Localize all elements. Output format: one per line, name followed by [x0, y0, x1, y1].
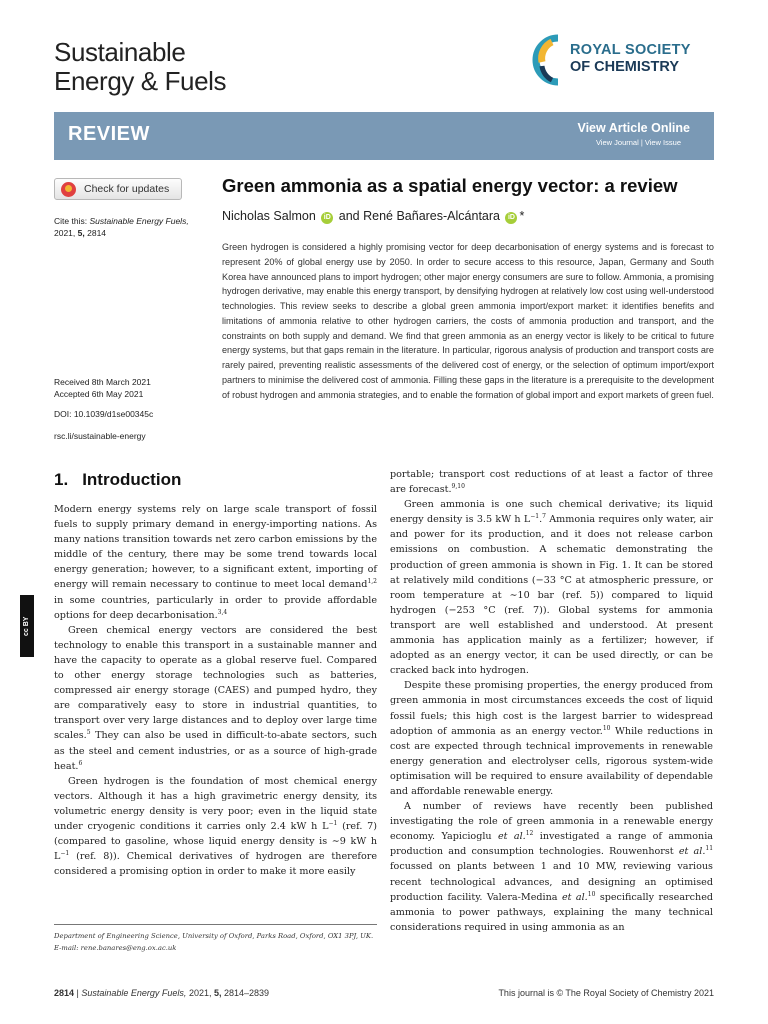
body-right-column [390, 467, 713, 935]
article-title: Green ammonia as a spatial energy vector: a review [222, 175, 678, 196]
citation-block [54, 216, 189, 239]
superscript: −1 [530, 513, 540, 521]
cite-pages: 2814 [87, 227, 107, 238]
paragraph-text: focussed on plants between 1 and 10 MW, reviewing various recent technological advances, and designing an optimised production facility. Valera-Medina [390, 861, 713, 903]
journal-title [54, 38, 226, 96]
paragraph [54, 623, 377, 774]
reference-marker[interactable]: 10 [587, 890, 596, 898]
check-for-updates-label: Check for updates [84, 183, 170, 195]
orcid-icon[interactable]: iD [321, 212, 333, 224]
cite-volume: 5, [77, 227, 85, 238]
cite-label: Cite this: [54, 216, 88, 226]
superscript: −1 [328, 819, 338, 827]
doi[interactable]: DOI: 10.1039/d1se00345c [54, 409, 154, 419]
footer-year: 2021, [186, 988, 214, 998]
reference-marker[interactable]: 12 [525, 830, 534, 838]
paragraph: Green ammonia is one such chemical derivative; its liquid energy density is 3.5 kW h $L^{-1}.^7$ Ammonia requires only water, air and power for its production, and it does not release carbon emissions on combustion. A schematic demonstrating the production of green ammonia is shown in Fig. 1. It can be stored at relatively mild conditions (−33 °C at atmospheric pressure, or room temperature at ∼10 bar (ref. 5)) compared to liquid hydrogen (−253 °C (ref. 7)). Global systems for ammonia transport are well established and understood. At present ammonia has application mainly as a fertilizer; however, if adopted as an energy vector, it can be used directly, or can be cracked back into hydrogen. [390, 499, 713, 677]
paragraph-text: (ref. 7) (compared to gasoline, whose liquid energy density is ∼9 kW h L [54, 820, 377, 863]
cc-by-license-icon[interactable]: cc BY [20, 595, 34, 657]
reference-marker[interactable]: 1,2 [367, 578, 377, 586]
reference-marker[interactable]: 5 [86, 729, 91, 737]
publisher-name [570, 42, 691, 76]
reference-marker[interactable]: 9,10 [451, 482, 465, 490]
journal-title-line1: Sustainable [54, 37, 186, 67]
paragraph-text: Modern energy systems rely on large scale transport of fossil fuels to supply primary demand in energy-importing nations. As many nations transition towards net zero carbon emissions by the middle of the century, there may be some trend towards local energy generation; however, to a significant extent, importing of energy will remain necessary to continue to meet local demand [54, 504, 377, 591]
et-al: et al. [678, 846, 706, 858]
section-title: Introduction [82, 470, 182, 489]
corresponding-author-mark: * [519, 209, 525, 223]
crossmark-icon [61, 182, 76, 197]
view-article-online-link[interactable]: View Article Online [577, 121, 690, 135]
footer-volume: 5, [213, 988, 222, 998]
section-number: 1. [54, 470, 69, 489]
journal-url[interactable]: rsc.li/sustainable-energy [54, 431, 146, 441]
body-left-column [54, 502, 377, 879]
paragraph-text: Green chemical energy vectors are considered the best technology to enable this transport in a sustainable manner and have the capacity to operate as a global reserve fuel. Compared to other energy storage technologies such as batteries, compressed air energy storage (CAES) and pumped hydro, they are comparatively easy to store in industrial quantities, to transport over very large distances and to deploy over large time scales. [54, 624, 377, 742]
affiliation-footnote: Department of Engineering Science, University of Oxford, Parks Road, Oxford, OX1 3PJ, UK. E-mail: rene.banares@eng.ox.ac.uk [54, 932, 374, 952]
page-number: 2814 [54, 988, 75, 998]
reference-marker[interactable]: 10 [602, 724, 611, 732]
author-list [222, 209, 524, 224]
author-name[interactable]: and René Bañares-Alcántara [338, 209, 500, 223]
abstract: Green hydrogen is considered a highly promising vector for deep decarbonisation of energy systems and is forecast to represent 20% of global energy use by 2050. In order to secure access to this resource, Japan, Germany and South Korea have announced plans to import hydrogen; other major energy consumers are sure to follow. Ammonia, a promising hydrogen derivative, may enable this energy transport, by densifying hydrogen at relatively low cost using well-understood technologies. This review seeks to describe a global green ammonia import/export market: it identifies benefits and limitations of ammonia relative to other hydrogen carriers, the costs of ammonia production and transport, and the constraints on both supply and demand. We find that green ammonia as an energy vector is likely to be critical to future energy systems, but that gaps remain in the literature. In particular, rigorous analysis of production and transport costs are rarely paired, preventing realistic assessments of the delivered cost of energy, or the selection of optimum import/export partners to minimise the delivered cost of ammonia. Filling these gaps in the literature is a prerequisite to the development of robust hydrogen and ammonia strategies, and to enable the formation of global import and export markets of green fuel. [222, 242, 714, 400]
footer-separator: | [74, 988, 82, 998]
paragraph-text: Green ammonia is one such chemical derivative; its liquid energy density is 3.5 kW h L [390, 499, 713, 526]
paragraph [390, 678, 713, 799]
paragraph-text: Ammonia requires only water, air and power for its production, and it does not release carbon emissions on combustion. A schematic demonstrating the production of green ammonia is shown in Fig. 1. It can be stored at relatively mild conditions (−33 °C at atmospheric pressure, or room temperature at ∼10 bar (ref. 5)) compared to liquid hydrogen (−253 °C (ref. 7)). Global systems for ammonia transport are well established and understood. At present ammonia has application mainly as a fertilizer; however, if adopted as an energy vector, it can be used directly, or can be cracked back into hydrogen. [390, 514, 713, 677]
paragraph-text: specifically researched ammonia to power pathways, explaining the many technical considerations required in using ammonia as an [390, 891, 714, 933]
received-date: Received 8th March 2021 [54, 377, 151, 387]
et-al: et al. [561, 891, 588, 903]
cite-journal: Sustainable Energy Fuels, [89, 216, 189, 226]
paragraph-text: While reductions in cost are expected through technical improvements in renewable energy generation and electrolyser cells, rigorous system-wide optimisation will be required to ensure availability of dependable and affordable renewable energy. [390, 725, 713, 797]
article-type-label: REVIEW [68, 123, 150, 145]
footer-page-range: 2814–2839 [221, 988, 270, 998]
reference-marker[interactable]: 3,4 [217, 608, 228, 616]
footer-journal: Sustainable Energy Fuels, [81, 988, 187, 998]
paragraph [54, 774, 377, 880]
section-heading [54, 470, 181, 490]
author-name[interactable]: Nicholas Salmon [222, 209, 316, 223]
paragraph-text: portable; transport cost reductions of at least a factor of three are forecast. [390, 469, 713, 496]
journal-title-line2: Energy & Fuels [54, 66, 227, 96]
publisher-line1: ROYAL SOCIETY [570, 42, 691, 58]
et-al: et al. [497, 831, 526, 843]
publisher-line2: OF CHEMISTRY [570, 59, 680, 75]
orcid-icon[interactable]: iD [505, 212, 517, 224]
reference-marker[interactable]: 6 [78, 759, 83, 767]
paragraph-text: A number of reviews have recently been published investigating the role of green ammonia in a renewable energy economy. Yapicioglu [390, 801, 713, 843]
accepted-date: Accepted 6th May 2021 [54, 388, 144, 399]
check-for-updates-button[interactable] [54, 178, 182, 200]
reference-marker[interactable]: 11 [705, 845, 714, 853]
page-footer-right: This journal is © The Royal Society of Chemistry 2021 [498, 988, 714, 998]
paragraph-text: Despite these promising properties, the energy produced from green ammonia in most circumstances exceeds the cost of liquid fossil fuels; this high cost is the largest barrier to widespread adoption of ammonia as an energy vector. [390, 680, 713, 737]
paragraph [54, 502, 377, 623]
view-journal-issue-links[interactable]: View Journal | View Issue [595, 138, 681, 147]
paragraph-text: investigated a range of ammonia production and consumption technologies. Rouwenhorst [390, 831, 714, 858]
paragraph [390, 799, 713, 935]
paragraph-text: Green hydrogen is the foundation of most chemical energy vectors. Although it has a high gravimetric energy density, its volumetric energy density is very poor; even in the liquid state under cryogenic conditions it carries only 2.4 kW h L [54, 775, 377, 832]
footnote-divider [54, 924, 377, 925]
superscript: −1 [60, 849, 70, 857]
paragraph-text: in some countries, particularly in order to provide affordable options for deep decarbonisation. [54, 594, 377, 621]
dates-block [54, 377, 151, 400]
paragraph-text: (ref. 8)). Chemical derivatives of hydrogen are therefore considered a promising option in order to make it more easily [54, 851, 377, 878]
reference-marker[interactable]: 7 [542, 513, 546, 521]
paragraph-text: They can also be used in difficult-to-abate sectors, such as the steel and cement industries, or as a source of high-grade heat. [54, 730, 377, 772]
article-type-banner [54, 112, 714, 160]
cite-year: 2021, [54, 227, 76, 238]
paragraph [390, 467, 713, 497]
page-footer-left [54, 988, 269, 998]
